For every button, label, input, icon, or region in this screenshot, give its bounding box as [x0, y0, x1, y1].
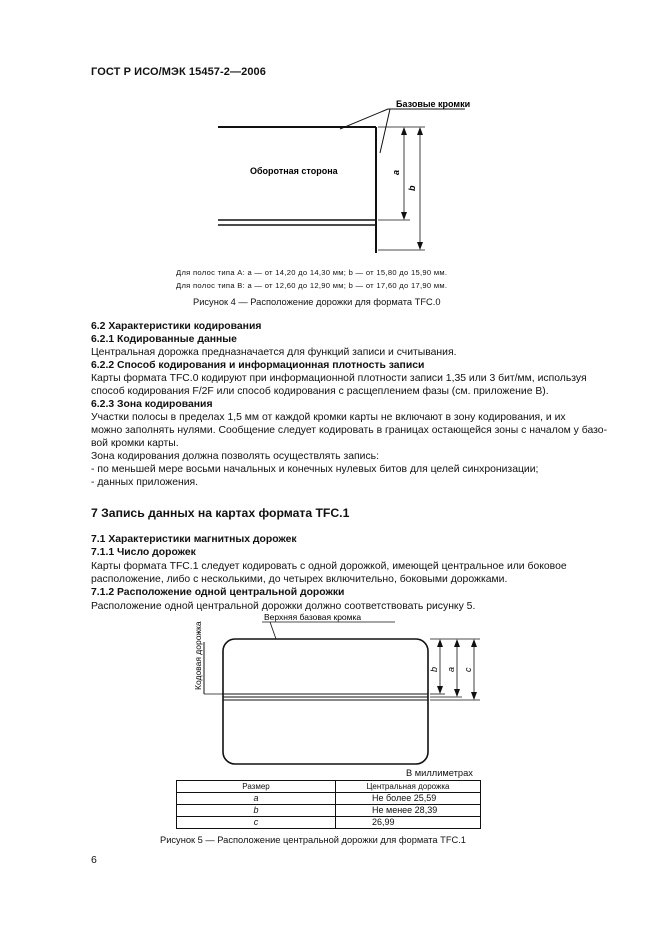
- heading-7-1-2: 7.1.2 Расположение одной центральной дорожки: [91, 587, 345, 598]
- figure-5-diagram: [190, 612, 490, 772]
- table-cell: Не менее 28,39: [336, 805, 481, 817]
- paragraph: Карты формата TFC.1 следует кодировать с одной дорожкой, имеющей центральное или боковое: [91, 561, 567, 572]
- paragraph: можно заполнять нулями. Сообщение следует кодировать в границах остающейся зоны с началом у базо-: [91, 425, 608, 436]
- dimension-c-label: c: [463, 667, 473, 672]
- arrowhead: [471, 692, 477, 700]
- paragraph: расположение, либо с несколькими, до четырех включительно, боковыми дорожками.: [91, 574, 508, 585]
- card-outline: [223, 639, 428, 764]
- heading-7: 7 Запись данных на картах формата TFC.1: [91, 506, 350, 520]
- arrowhead: [437, 686, 443, 694]
- heading-6-2-1: 6.2.1 Кодированные данные: [91, 334, 237, 345]
- table-row: [177, 805, 481, 817]
- paragraph: Участки полосы в пределах 1,5 мм от каждой кромки карты не включают в зону кодирования, и их: [91, 412, 566, 423]
- table-cell: a: [177, 793, 336, 805]
- dimension-b-label: b: [407, 185, 417, 191]
- heading-7-1-1: 7.1.1 Число дорожек: [91, 547, 196, 558]
- table-cell: Не более 25,59: [336, 793, 481, 805]
- paragraph: Расположение одной центральной дорожки должно соответствовать рисунку 5.: [91, 601, 476, 612]
- arrowhead: [417, 242, 423, 250]
- document-header: ГОСТ Р ИСО/МЭК 15457-2—2006: [91, 66, 266, 78]
- edge-leader-2: [380, 109, 390, 153]
- table-cell: c: [177, 817, 336, 829]
- paragraph: способ кодирования F/2F или способ кодирования с расщеплением фазы (см. приложение В).: [91, 386, 549, 397]
- figure-4-note-a: Для полос типа А: a — от 14,20 до 14,30 мм; b — от 15,80 до 15,90 мм.: [176, 268, 448, 277]
- figure-4-caption: Рисунок 4 — Расположение дорожки для формата TFC.0: [193, 297, 441, 307]
- top-edge-leader: [270, 622, 276, 639]
- heading-7-1: 7.1 Характеристики магнитных дорожек: [91, 534, 297, 545]
- table-cell: b: [177, 805, 336, 817]
- arrowhead: [471, 639, 477, 647]
- heading-6-2-3: 6.2.3 Зона кодирования: [91, 399, 213, 410]
- list-item: - данных приложения.: [91, 477, 199, 488]
- label-top-base-edge: Верхняя базовая кромка: [264, 612, 362, 622]
- dimension-a-label: a: [446, 666, 456, 672]
- figure-4-diagram: [200, 95, 500, 260]
- heading-6-2: 6.2 Характеристики кодирования: [91, 321, 262, 332]
- arrowhead: [454, 639, 460, 647]
- dimension-a-label: a: [391, 169, 401, 175]
- units-label: В миллиметрах: [406, 768, 473, 778]
- dimensions-table: [176, 780, 481, 829]
- paragraph: Карты формата TFC.0 кодируют при информационной плотности записи 1,35 или 3 бит/мм, используя: [91, 373, 587, 384]
- table-cell: 26,99: [336, 817, 481, 829]
- table-row: [177, 793, 481, 805]
- arrowhead: [417, 127, 423, 135]
- label-base-edges: Базовые кромки: [396, 99, 471, 109]
- table-header-row: [177, 781, 481, 793]
- table-row: [177, 817, 481, 829]
- arrowhead: [437, 639, 443, 647]
- figure-4-note-b: Для полос типа В: a — от 12,60 до 12,90 мм; b — от 17,60 до 17,90 мм.: [176, 281, 448, 290]
- paragraph: вой кромки карты.: [91, 438, 179, 449]
- dimension-b-label: b: [429, 666, 439, 672]
- table-header-cell: Центральная дорожка: [336, 781, 481, 793]
- label-code-track: Кодовая дорожка: [193, 621, 203, 690]
- arrowhead: [401, 212, 407, 220]
- list-item: - по меньшей мере восьми начальных и конечных нулевых битов для целей синхронизации;: [91, 464, 539, 475]
- page-number: 6: [91, 854, 97, 866]
- arrowhead: [401, 127, 407, 135]
- paragraph: Зона кодирования должна позволять осуществлять запись:: [91, 451, 379, 462]
- paragraph: Центральная дорожка предназначается для функций записи и считывания.: [91, 347, 457, 358]
- heading-6-2-2: 6.2.2 Способ кодирования и информационная плотность записи: [91, 360, 425, 371]
- table-header-cell: Размер: [177, 781, 336, 793]
- arrowhead: [454, 689, 460, 697]
- figure-5-caption: Рисунок 5 — Расположение центральной дорожки для формата TFC.1: [160, 835, 466, 845]
- label-back-side: Оборотная сторона: [250, 166, 338, 176]
